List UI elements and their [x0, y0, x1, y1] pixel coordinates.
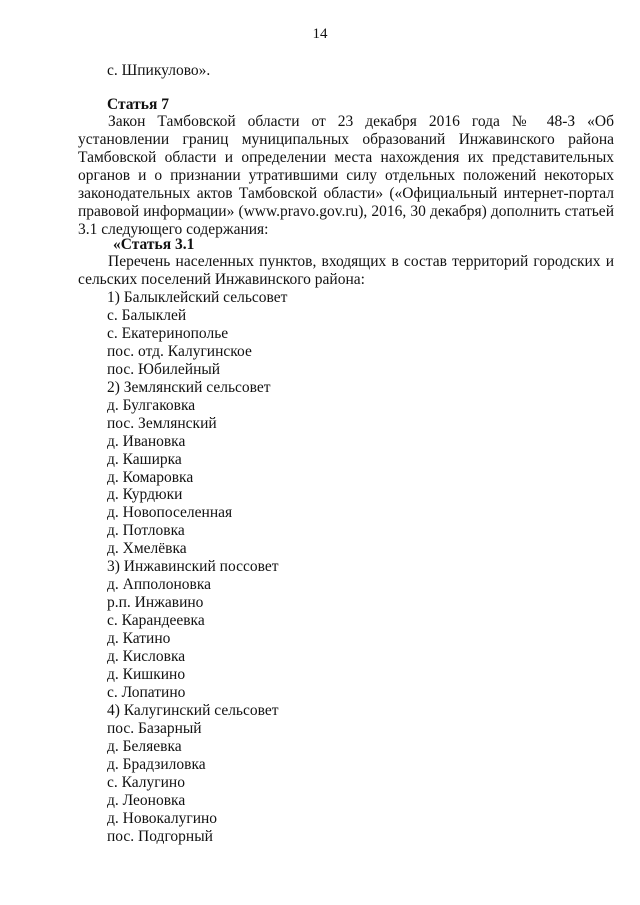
list-item: пос. отд. Калугинское: [107, 342, 252, 360]
list-item: д. Брадзиловка: [107, 755, 206, 773]
list-item: д. Леоновка: [107, 791, 186, 809]
list-item: д. Комаровка: [107, 468, 194, 486]
page-number: 14: [312, 26, 328, 42]
list-item: пос. Подгорный: [107, 827, 213, 845]
list-item: 2) Землянский сельсовет: [107, 378, 271, 396]
list-item: пос. Юбилейный: [107, 360, 221, 378]
list-item: д. Беляевка: [107, 737, 182, 755]
list-item: д. Новопоселенная: [107, 504, 233, 522]
list-item: д. Хмелёвка: [107, 540, 187, 558]
settlement-list: [107, 289, 287, 846]
list-item: с. Карандеевка: [107, 612, 205, 630]
list-item: д. Кисловка: [107, 648, 186, 666]
list-item: р.п. Инжавино: [107, 594, 204, 612]
list-item: д. Новокалугино: [107, 809, 218, 827]
article-heading: Статья 7: [107, 96, 169, 113]
list-item: д. Кишкино: [107, 666, 186, 684]
list-item: пос. Землянский: [107, 414, 217, 432]
list-item: с. Калугино: [107, 773, 185, 791]
list-item: д. Курдюки: [107, 486, 183, 504]
list-item: д. Апполоновка: [107, 576, 211, 594]
article-body: Закон Тамбовской области от 23 декабря 2016 года № 48-З «Об установлении границ муниципальных образований Инжавинского района Тамбовской области и определении места нахождения их представительных органов и о признании утратившими силу отдельных положений некоторых законодательных актов Тамбовской области» («Официальный интернет-портал правовой информации» (www.pravo.gov.ru), 2016, 30 декабря) дополнить статьей 3.1 следующего содержания:: [78, 113, 614, 238]
list-item: с. Лопатино: [107, 683, 186, 701]
list-item: с. Екатеринополье: [107, 324, 229, 342]
list-intro: Перечень населенных пунктов, входящих в состав территорий городских и сельских поселений Инжавинского района:: [78, 253, 614, 288]
list-item: 4) Калугинский сельсовет: [107, 701, 279, 719]
list-item: д. Катино: [107, 630, 171, 648]
list-item: 3) Инжавинский поссовет: [107, 558, 279, 576]
list-item: д. Булгаковка: [107, 396, 196, 414]
new-article-heading: «Статья 3.1: [113, 236, 195, 253]
list-item: пос. Базарный: [107, 719, 202, 737]
list-item: д. Потловка: [107, 522, 185, 540]
list-item: с. Балыклей: [107, 306, 187, 324]
list-item: д. Каширка: [107, 450, 182, 468]
list-item: 1) Балыклейский сельсовет: [107, 289, 288, 306]
list-item: д. Ивановка: [107, 432, 186, 450]
previous-article-ending: с. Шпикулово».: [107, 62, 211, 79]
